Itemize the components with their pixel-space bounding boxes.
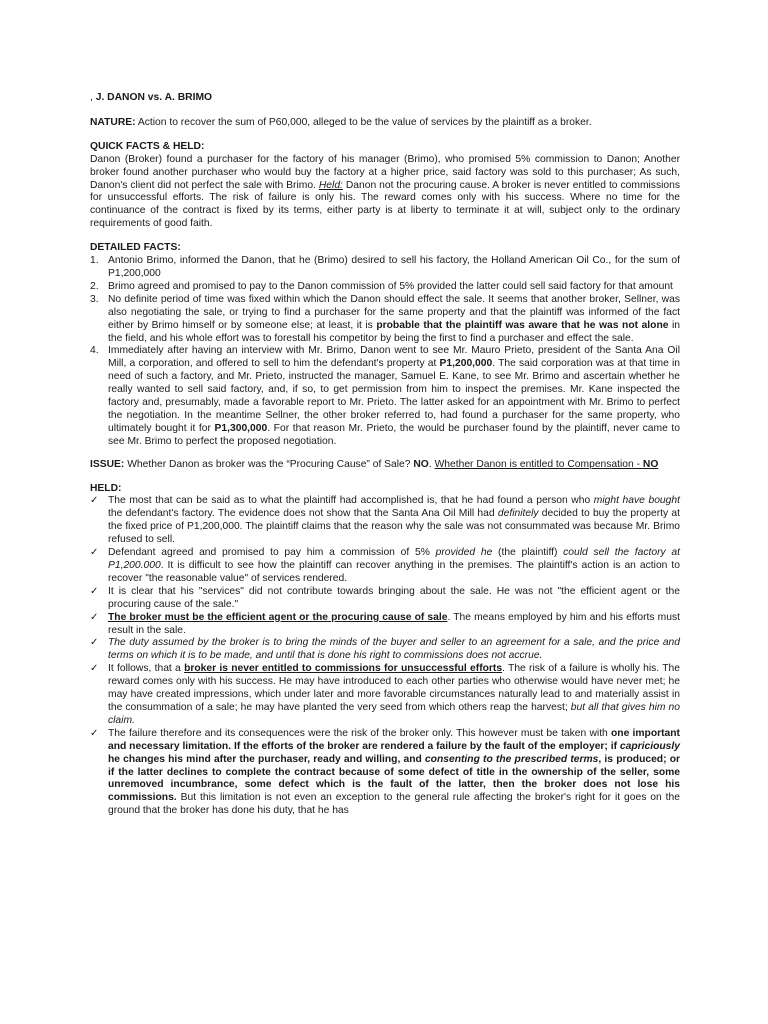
checkmark-icon: ✓	[90, 611, 99, 623]
issue-label: ISSUE:	[90, 458, 125, 470]
list-item	[90, 345, 680, 448]
detailed-facts-list	[90, 255, 680, 449]
held-text: But this limitation is not even an exception to the general rule affecting the broker's right for it goes on the ground that the broker has done his duty, that he has	[108, 792, 680, 817]
quick-facts-section	[90, 141, 680, 231]
list-item	[90, 495, 680, 547]
item-number: 3.	[90, 293, 99, 305]
list-item	[90, 728, 680, 818]
issue-question: Whether Danon as broker was the “Procuring Cause” of Sale?	[124, 458, 414, 470]
list-item	[90, 294, 680, 346]
list-item	[90, 637, 680, 663]
held-emphasis: , is produced; or if the latter declines to complete the contract because of some defect of title in the ownership of the seller, some unremoved incumbrance, some defect which is the fault of the latter, then the broker does not lose his commissions.	[108, 753, 680, 804]
item-text: Immediately after having an interview with Mr. Brimo, Danon went to see Mr. Mauro Prieto, president of the Santa Ana Oil Mill, a corporation, and offered to sell to him the defendant's property at	[108, 345, 680, 370]
item-text: Brimo agreed and promised to pay to the Danon commission of 5% provided the latter could sell said factory for that amount	[108, 280, 673, 292]
list-item	[90, 281, 680, 294]
held-label: Held:	[318, 179, 343, 191]
issue-answer-2: NO	[642, 458, 659, 470]
issue-question-2: Whether Danon is entitled to Compensation -	[434, 458, 643, 470]
held-section	[90, 483, 680, 819]
held-text: The failure therefore and its consequences were the risk of the broker only. This however must be taken with	[108, 727, 611, 739]
held-text: the defendant's factory. The evidence does not show that the Santa Ana Oil Mill had	[108, 508, 498, 520]
held-emphasis: one important and necessary limitation. If the efforts of the broker are rendered a failure by the fault of the employer; if	[108, 727, 680, 752]
list-item	[90, 663, 680, 728]
item-emphasis: P1,300,000	[214, 422, 268, 434]
case-name: J. DANON vs. A. BRIMO	[95, 92, 213, 103]
quick-facts-text	[90, 154, 680, 231]
issue-separator: .	[428, 458, 435, 470]
checkmark-icon: ✓	[90, 495, 99, 507]
list-item	[90, 547, 680, 586]
held-text: decided to buy the property at the fixed price of P1,200,000. The plaintiff claims that the reason why the sale was not consummated was because Mr. Brimo refused to sell.	[108, 508, 680, 546]
held-italic: provided he	[435, 547, 493, 559]
item-text: No definite period of time was fixed within which the Danon should effect the sale. It seems that another broker, Sellner, was also negotiating the sale, or trying to find a purchaser for the same property and that the plaintiff was informed of the fact either by Brimo himself or by someone else; at least, it is	[108, 293, 680, 331]
held-heading: HELD:	[90, 482, 122, 494]
checkmark-icon: ✓	[90, 637, 99, 649]
list-item	[90, 255, 680, 281]
nature-label: NATURE:	[90, 116, 136, 128]
held-italic: but all that gives him no claim.	[108, 701, 680, 726]
held-text: (the plaintiff)	[492, 547, 564, 559]
nature-paragraph	[90, 117, 680, 130]
item-emphasis: P1,200,000	[439, 358, 493, 370]
held-text: The most that can be said as to what the plaintiff had accomplished is, that he had found a person who	[108, 495, 594, 507]
held-text: It follows, that a	[108, 663, 185, 675]
item-number: 4.	[90, 345, 99, 357]
held-emphasis-italic: consenting to the prescribed terms	[424, 753, 599, 765]
issue-answer-1: NO	[413, 458, 429, 470]
held-text: Defendant agreed and promised to pay him a commission of 5%	[108, 547, 436, 559]
quick-facts-heading: QUICK FACTS & HELD:	[90, 140, 205, 152]
held-emphasis: he changes his mind after the purchaser, ready and willing, and	[108, 753, 425, 765]
item-text: . The said corporation was at that time in need of such a factory, and Mr. Prieto, instructed the manager, Samuel E. Kane, to see Mr. Brimo and ascertain whether he really wanted to sell said factory, and, if so, to get permission from him to inspect the premises. Mr. Kane inspected the factory and, presumably, made a favorable report to Mr. Prieto. The latter asked for an appointment with Mr. Brimo to perfect the negotiation. In the meantime Sellner, the other broker referred to, had found a purchaser for the same property, who ultimately bought it for	[108, 358, 680, 434]
checkmark-icon: ✓	[90, 663, 99, 675]
item-text: Antonio Brimo, informed the Danon, that he (Brimo) desired to sell his factory, the Holland American Oil Co., for the sum of P1,200,000	[108, 255, 680, 279]
checkmark-icon: ✓	[90, 585, 99, 597]
held-italic: might have bought	[593, 495, 680, 507]
held-text: . It is difficult to see how the plaintiff can recover anything in the premises. The plaintiff's action is an action to recover "the reasonable value" of services rendered.	[108, 560, 680, 584]
detailed-facts-heading: DETAILED FACTS:	[90, 242, 181, 254]
held-italic: definitely	[497, 508, 539, 520]
list-item	[90, 586, 680, 612]
item-number: 1.	[90, 255, 99, 267]
issue-paragraph	[90, 459, 680, 472]
item-text: in the field, and his whole effort was to forestall his competitor by being the first to find a purchaser and effect the sale.	[108, 319, 681, 344]
item-number: 2.	[90, 280, 99, 292]
held-italic: The duty assumed by the broker is to bring the minds of the buyer and seller to an agreement for a sale, and the price and terms on which it is to be made, and until that is done his right to commissions does not accrue.	[108, 637, 680, 662]
held-italic: could sell the factory at P1,200.000	[108, 547, 680, 571]
held-emphasis-italic: capriciously	[619, 740, 680, 752]
item-emphasis: probable that the plaintiff was aware that he was not alone	[376, 319, 669, 331]
quick-facts-text-a: Danon (Broker) found a purchaser for the factory of his manager (Brimo), who promised 5% commission to Danon; Another broker found another purchaser who would buy the factory at a higher price, said factory was sold to this purchaser; As such, Danon's client did not perfect the sale with Brimo.	[90, 153, 680, 191]
nature-text: Action to recover the sum of P60,000, alleged to be the value of services by the plaintiff as a broker.	[135, 116, 592, 128]
held-list	[90, 495, 680, 818]
case-title	[90, 92, 680, 105]
held-emphasis: broker is never entitled to commissions for unsuccessful efforts	[184, 663, 503, 675]
list-item	[90, 612, 680, 638]
checkmark-icon: ✓	[90, 547, 99, 559]
held-text: . The means employed by him and his efforts must result in the sale.	[108, 611, 680, 636]
detailed-facts-section	[90, 242, 680, 449]
held-text: It is clear that his "services" did not contribute towards bringing about the sale. He was not "the efficient agent or the procuring cause of the sale."	[108, 585, 680, 610]
quick-facts-text-b: Danon not the procuring cause. A broker is never entitled to commissions for unsuccessful efforts. The risk of failure is only his. The reward comes only with his success. Where no time for the continuance of the contract is fixed by its terms, either party is at liberty to terminate it at will, subject only to the ordinary requirements of good faith.	[90, 179, 680, 230]
title-prefix: ,	[90, 92, 96, 103]
checkmark-icon: ✓	[90, 727, 99, 739]
item-text: . For that reason Mr. Prieto, the would be purchaser found by the plaintiff, never came to see Mr. Brimo to perfect the proposed negotiation.	[108, 422, 680, 447]
held-text: . The risk of a failure is wholly his. The reward comes only with his success. He may have introduced to each other parties who otherwise would have never met; he may have created impressions, which under later and more favorable circumstances naturally lead to and materially assist in the consummation of a sale; he may have planted the very seed from which others reap the harvest;	[108, 663, 680, 713]
held-emphasis: The broker must be the efficient agent or the procuring cause of sale	[108, 611, 448, 623]
